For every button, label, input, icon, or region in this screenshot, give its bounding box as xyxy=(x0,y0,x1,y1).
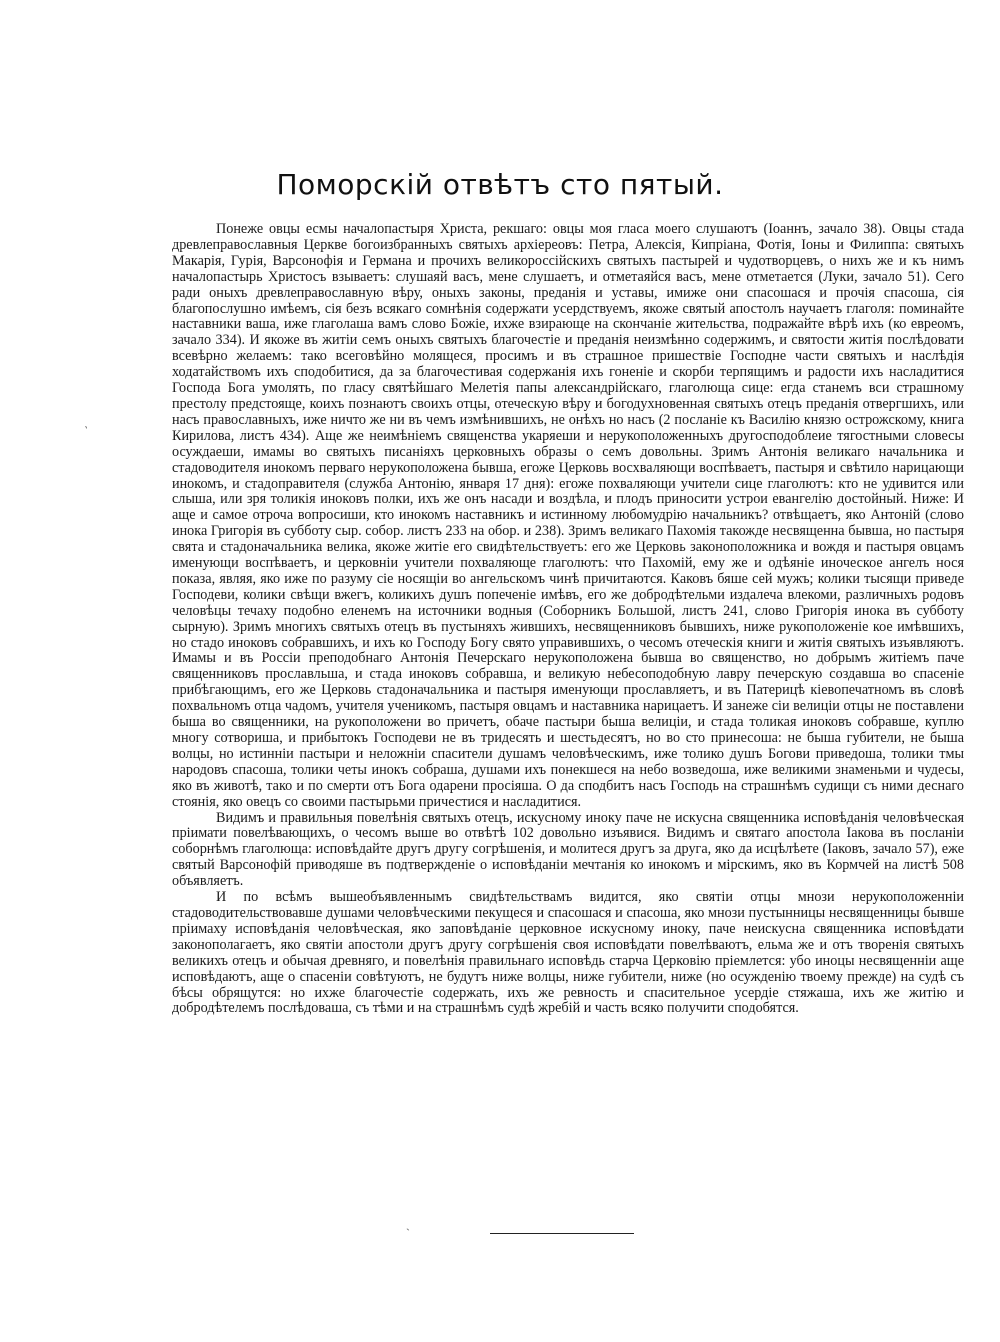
page-title: Поморскій отвѣтъ сто пятый. xyxy=(276,168,724,201)
paragraph-2: Видимъ и правильныя повелѣнія святыхъ отецъ, искусному иноку паче не искусна священника исповѣданія человѣческая пріимати повелѣвающихъ, о чесомъ выше во отвѣтѣ 102 довольно изъявися. Видимъ и святаго апостола Іакова въ посланіи соборнѣмъ глаголюща: исповѣдайте другъ другу согрѣшенія, и молитеся другъ за друга, яко да исцѣлѣете (Іаковъ, зачало 57), еже святый Варсонофій приводяше въ подтвержденіе о исповѣданіи мечтанія ко инокомъ и мірскимъ, яко въ Кормчей на листѣ 508 объявляетъ. xyxy=(172,809,964,890)
answer-body xyxy=(172,222,964,1017)
end-rule xyxy=(490,1233,634,1234)
scan-speck-mark: ˏ xyxy=(83,413,93,430)
paragraph-1: Понеже овцы есмы началопастыря Христа, рекшаго: овцы моя гласа моего слушаютъ (Іоаннъ, зачало 38). Овцы стада древлеправославныя Церкве богоизбранныхъ святыхъ архіереовъ: Петра, Алексія, Кипріана, Фотія, Іоны и Филиппа: святыхъ Макарія, Гурія, Варсонофія и Германа и прочихъ великороссійскихъ святыхъ пастырей и чудотворцевъ, о нихъ же и къ нимъ началопастырь Христосъ взываетъ: слушаяй васъ, мене слушаетъ, и отметаяйся васъ, мене отметается (Луки, зачало 51). Сего ради оныхъ древлеправославную вѣру, оныхъ законы, преданія и уставы, имиже они спасошася и прочія спасоша, сія благопослушно имѣемъ, сія безъ всякаго сомнѣнія содержати усердствуемъ, якоже святый апостолъ научаетъ глаголя: поминайте наставники ваша, иже глаголаша вамъ слово Божіе, ихже взирающе на скончаніе жительства, подражайте вѣрѣ ихъ (ко евреомъ, зачало 334). И якоже въ житіи семъ оныхъ святыхъ благочестіе и преданія неизмѣнно содержимъ, и святости житія послѣдовати всевѣрно желаемъ: тако всеговѣйно молящеся, просимъ и въ страшное пришествіе Господне части святыхъ и наслѣдія ходатайствомъ ихъ сподобитися, да за благочестивая содержанія ихъ гоненіе и скорби терпящимъ и радости ихъ насладитися Господа Бога умолять, по гласу святѣйшаго Мелетія папы александрійскаго, глаголюща сице: егда станемъ вси страшному престолу предстояще, коихъ познаютъ своихъ отцы, отеческую вѣру и богодухновенная святыхъ отецъ преданія отвергшихъ, или насъ православныхъ, иже ничто же ни въ чемъ измѣнившихъ, не онѣхъ но насъ (2 посланіе къ Василію князю острожскому, книга Кирилова, листъ 434). Аще же неимѣніемъ священства укаряеши и нерукоположенныхъ другосподоблеие тягостными словесы осуждаеши, имамы во святыхъ писаніяхъ церковныхъ образы о семъ довольны. Зримъ Антонія великаго начальника и стадоводителя инокомъ перваго нерукоположена бывша, егоже Церковь восхваляющи воспѣваетъ, пастыря и свѣтило нарицающи инокомъ, и стадоправителя (служба Антонію, января 17 дня): егоже похваляющи учители сице глаголютъ: кто не удивится или слыша, или зря толикія иноковъ полки, ихъ же онъ насади и воздѣла, и плодъ приносити устрои евангелію достойный. Ниже: И аще и самое отроча вопросиши, кто инокомъ наставникъ и истинному любомудрію начальникъ? отвѣщаетъ, яко Антоній (слово инока Григорія въ субботу сыр. собор. листъ 233 на обор. и 238). Зримъ великаго Пахомія такожде несвященна бывша, но пастыря свята и стадоначальника велика, якоже житіе его свидѣтельствуетъ: его же Церковь законоположника и вождя и пастыря овцамъ именующи воспѣваетъ, и церковніи учители похваляюще глаголютъ: что Пахомій, ему же и одѣяніе иноческое ангелъ нося показа, являя, яко иже по разуму сіе носящіи во ангельскомъ чинѣ причитаются. Каковъ бяше сей мужъ; колики тысящи приведе Господеви, колики свѣщи вжегъ, коликихъ душъ попеченіе имѣвъ, его же добродѣтельми издалеча влекоми, различныхъ родовъ человѣцы течаху подобно еленемъ на источники водныя (Соборникъ Большой, листъ 241, слово Григорія инока въ субботу сырную). Зримъ многихъ святыхъ отецъ въ пустыняхъ жившихъ, несвященниковъ бывшихъ, ниже рукоположеніе кое имѣвшихъ, но стадо иноковъ собравшихъ, и ихъ ко Господу Богу свято управившихъ, о чесомъ отеческія книги и житія святыхъ изъявляютъ. Имамы и въ Россіи преподобнаго Антонія Печерскаго нерукоположена бывша во священство, но добрымъ житіемъ паче священниковъ прославльша, и стада иноковъ собравша, и великую небесоподобную лавру печерскую создавша во спасеніе прибѣгающимъ, его же Церковь стадоначальника и пастыря именующи прославляетъ, и въ Патерицѣ кіевопечатномъ въ словѣ похвальномъ отца чадомъ, учителя ученикомъ, пастыря овцамъ и наставника нарицаетъ. И занеже сіи велиціи отцы не поставлени быша во священники, на рукоположени во причетъ, обаче пастыри быша велиціи, и стада толикая иноковъ собравше, куплю многу сотвориша, и прибытокъ Господеви не въ тридесять и шестьдесятъ, но во сто принесоша: не быша губители, не быша волцы, но истинніи пастыри и неложніи спасители душамъ человѣческимъ, иже толико душъ Богови приведоша, толики тмы народовъ спасоша, толики четы инокъ собраша, душами ихъ понекшеся на небо возведоша, иже великими знаменьми и чудесы, яко въ животѣ, тако и по смерти отъ Бога одарени просіяша. О да сподбитъ насъ Господь на страшнѣмъ судищи съ ними деснаго стоянія, яко овецъ со своими пастырьми причестися и насладитися. xyxy=(172,221,964,810)
paragraph-3: И по всѣмъ вышеобъявленнымъ свидѣтельствамъ видится, яко святіи отцы мнози нерукоположенніи стадоводительствовавше душами человѣческими пекущеся и спасошася и спасоша, яко мнози пустынницы несвященницы бывше пріимаху исповѣданія человѣческая, яко заповѣданіе церковное искусному иноку, паче неискусна священника исповѣдати законополагаетъ, яко святіи апостоли другъ другу согрѣшенія своя исповѣдати повелѣваютъ, ельма же и отъ творенія святыхъ великихъ отецъ и обычая древняго, и повелѣнія правильнаго исповѣдь старча Церковію пріемлется: убо иноцы несвященніи аще исповѣдаютъ, аще о спасеніи совѣтуютъ, не будутъ ниже волцы, ниже губители, ниже (но осужденію твоему прежде) на судѣ съ бѣсы обрящутся: но ихже благочестіе содержать, ихъ же ревность и спасительное усердіе стяжаша, ихъ же житію и добродѣтелемъ послѣдоваша, съ тѣми и на страшнѣмъ судѣ жребій и часть всяко получити сподобятся. xyxy=(172,889,964,1017)
scan-speck-mark: ˋ xyxy=(406,1226,410,1240)
